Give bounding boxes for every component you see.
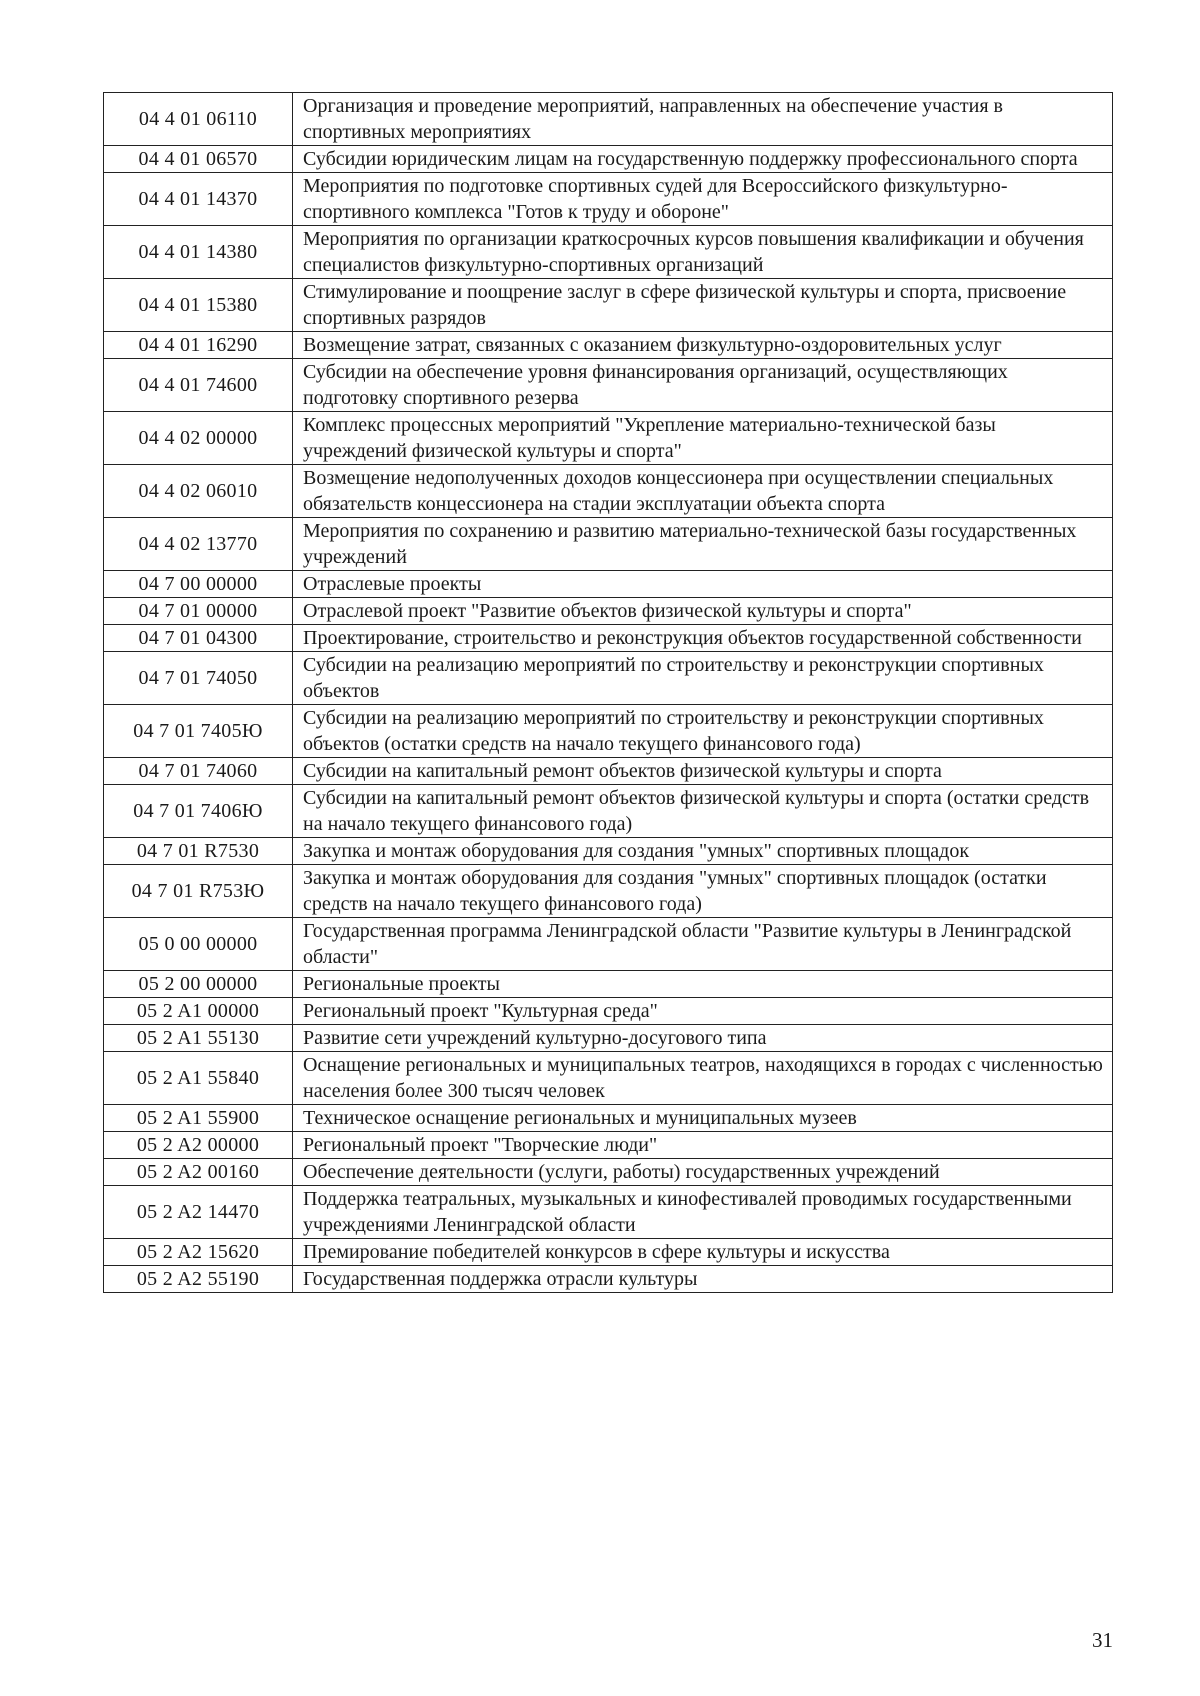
item-name-cell: Субсидии на реализацию мероприятий по строительству и реконструкции спортивных объектов	[293, 652, 1113, 705]
item-name-cell: Отраслевой проект "Развитие объектов физической культуры и спорта"	[293, 598, 1113, 625]
item-name-cell: Проектирование, строительство и реконструкция объектов государственной собственности	[293, 625, 1113, 652]
target-code-cell: 04 4 01 06110	[104, 93, 293, 146]
item-name-cell: Обеспечение деятельности (услуги, работы) государственных учреждений	[293, 1159, 1113, 1186]
item-name-cell: Возмещение недополученных доходов концессионера при осуществлении специальных обязательств концессионера на стадии эксплуатации объекта спорта	[293, 465, 1113, 518]
item-name-cell: Региональный проект "Творческие люди"	[293, 1132, 1113, 1159]
table-row	[104, 571, 1113, 598]
item-name-cell: Мероприятия по организации краткосрочных курсов повышения квалификации и обучения специалистов физкультурно-спортивных организаций	[293, 226, 1113, 279]
target-code-cell: 04 4 01 14370	[104, 173, 293, 226]
target-code-cell: 05 2 A2 00000	[104, 1132, 293, 1159]
table-row	[104, 625, 1113, 652]
target-code-cell: 04 7 00 00000	[104, 571, 293, 598]
table-row	[104, 1266, 1113, 1293]
table-row	[104, 412, 1113, 465]
item-name-cell: Поддержка театральных, музыкальных и кинофестивалей проводимых государственными учреждениями Ленинградской области	[293, 1186, 1113, 1239]
item-name-cell: Техническое оснащение региональных и муниципальных музеев	[293, 1105, 1113, 1132]
target-code-cell: 05 2 A1 55130	[104, 1025, 293, 1052]
target-code-cell: 04 4 01 06570	[104, 146, 293, 173]
target-code-cell: 05 2 A2 55190	[104, 1266, 293, 1293]
target-code-cell: 05 2 A1 55840	[104, 1052, 293, 1105]
table-row	[104, 1239, 1113, 1266]
item-name-cell: Комплекс процессных мероприятий "Укрепление материально-технической базы учреждений физической культуры и спорта"	[293, 412, 1113, 465]
target-code-cell: 05 2 00 00000	[104, 971, 293, 998]
target-code-cell: 04 7 01 R7530	[104, 838, 293, 865]
item-name-cell: Стимулирование и поощрение заслуг в сфере физической культуры и спорта, присвоение спортивных разрядов	[293, 279, 1113, 332]
item-name-cell: Оснащение региональных и муниципальных театров, находящихся в городах с численностью населения более 300 тысяч человек	[293, 1052, 1113, 1105]
page-number: 31	[1092, 1628, 1113, 1652]
item-name-cell: Закупка и монтаж оборудования для создания "умных" спортивных площадок (остатки средств на начало текущего финансового года)	[293, 865, 1113, 918]
table-row	[104, 918, 1113, 971]
target-code-cell: 04 4 01 74600	[104, 359, 293, 412]
table-row	[104, 865, 1113, 918]
item-name-cell: Субсидии на обеспечение уровня финансирования организаций, осуществляющих подготовку спортивного резерва	[293, 359, 1113, 412]
target-code-cell: 04 7 01 R753Ю	[104, 865, 293, 918]
table-row	[104, 598, 1113, 625]
target-code-cell: 04 4 02 06010	[104, 465, 293, 518]
table-row	[104, 1025, 1113, 1052]
table-row	[104, 1186, 1113, 1239]
table-row	[104, 1105, 1113, 1132]
budget-classification-table	[103, 92, 1113, 1293]
item-name-cell: Государственная поддержка отрасли культуры	[293, 1266, 1113, 1293]
target-code-cell: 05 2 A1 55900	[104, 1105, 293, 1132]
target-code-cell: 04 7 01 7406Ю	[104, 785, 293, 838]
table-row	[104, 359, 1113, 412]
item-name-cell: Субсидии на капитальный ремонт объектов физической культуры и спорта	[293, 758, 1113, 785]
table-row	[104, 1052, 1113, 1105]
target-code-cell: 05 2 A2 15620	[104, 1239, 293, 1266]
target-code-cell: 04 7 01 74050	[104, 652, 293, 705]
table-row	[104, 785, 1113, 838]
target-code-cell: 04 7 01 00000	[104, 598, 293, 625]
table-row	[104, 998, 1113, 1025]
table-row	[104, 465, 1113, 518]
table-row	[104, 652, 1113, 705]
table-row	[104, 332, 1113, 359]
item-name-cell: Мероприятия по сохранению и развитию материально-технической базы государственных учреждений	[293, 518, 1113, 571]
table-row	[104, 1132, 1113, 1159]
table-row	[104, 93, 1113, 146]
item-name-cell: Премирование победителей конкурсов в сфере культуры и искусства	[293, 1239, 1113, 1266]
table-row	[104, 226, 1113, 279]
table-body	[104, 93, 1113, 1293]
item-name-cell: Мероприятия по подготовке спортивных судей для Всероссийского физкультурно-спортивного комплекса "Готов к труду и обороне"	[293, 173, 1113, 226]
table-row	[104, 971, 1113, 998]
target-code-cell: 04 4 01 15380	[104, 279, 293, 332]
table-row	[104, 279, 1113, 332]
item-name-cell: Отраслевые проекты	[293, 571, 1113, 598]
target-code-cell: 04 4 02 00000	[104, 412, 293, 465]
table-row	[104, 758, 1113, 785]
item-name-cell: Возмещение затрат, связанных с оказанием физкультурно-оздоровительных услуг	[293, 332, 1113, 359]
item-name-cell: Региональные проекты	[293, 971, 1113, 998]
target-code-cell: 04 7 01 7405Ю	[104, 705, 293, 758]
table-row	[104, 838, 1113, 865]
item-name-cell: Организация и проведение мероприятий, направленных на обеспечение участия в спортивных мероприятиях	[293, 93, 1113, 146]
table-row	[104, 173, 1113, 226]
item-name-cell: Региональный проект "Культурная среда"	[293, 998, 1113, 1025]
table-row	[104, 1159, 1113, 1186]
item-name-cell: Развитие сети учреждений культурно-досугового типа	[293, 1025, 1113, 1052]
item-name-cell: Государственная программа Ленинградской области "Развитие культуры в Ленинградской области"	[293, 918, 1113, 971]
target-code-cell: 05 2 A1 00000	[104, 998, 293, 1025]
item-name-cell: Субсидии на реализацию мероприятий по строительству и реконструкции спортивных объектов (остатки средств на начало текущего финансового года)	[293, 705, 1113, 758]
table-row	[104, 518, 1113, 571]
target-code-cell: 04 4 01 16290	[104, 332, 293, 359]
item-name-cell: Субсидии на капитальный ремонт объектов физической культуры и спорта (остатки средств на начало текущего финансового года)	[293, 785, 1113, 838]
item-name-cell: Закупка и монтаж оборудования для создания "умных" спортивных площадок	[293, 838, 1113, 865]
table-row	[104, 146, 1113, 173]
target-code-cell: 05 2 A2 14470	[104, 1186, 293, 1239]
item-name-cell: Субсидии юридическим лицам на государственную поддержку профессионального спорта	[293, 146, 1113, 173]
target-code-cell: 04 7 01 04300	[104, 625, 293, 652]
target-code-cell: 05 0 00 00000	[104, 918, 293, 971]
target-code-cell: 04 4 01 14380	[104, 226, 293, 279]
table-row	[104, 705, 1113, 758]
target-code-cell: 04 4 02 13770	[104, 518, 293, 571]
target-code-cell: 05 2 A2 00160	[104, 1159, 293, 1186]
target-code-cell: 04 7 01 74060	[104, 758, 293, 785]
